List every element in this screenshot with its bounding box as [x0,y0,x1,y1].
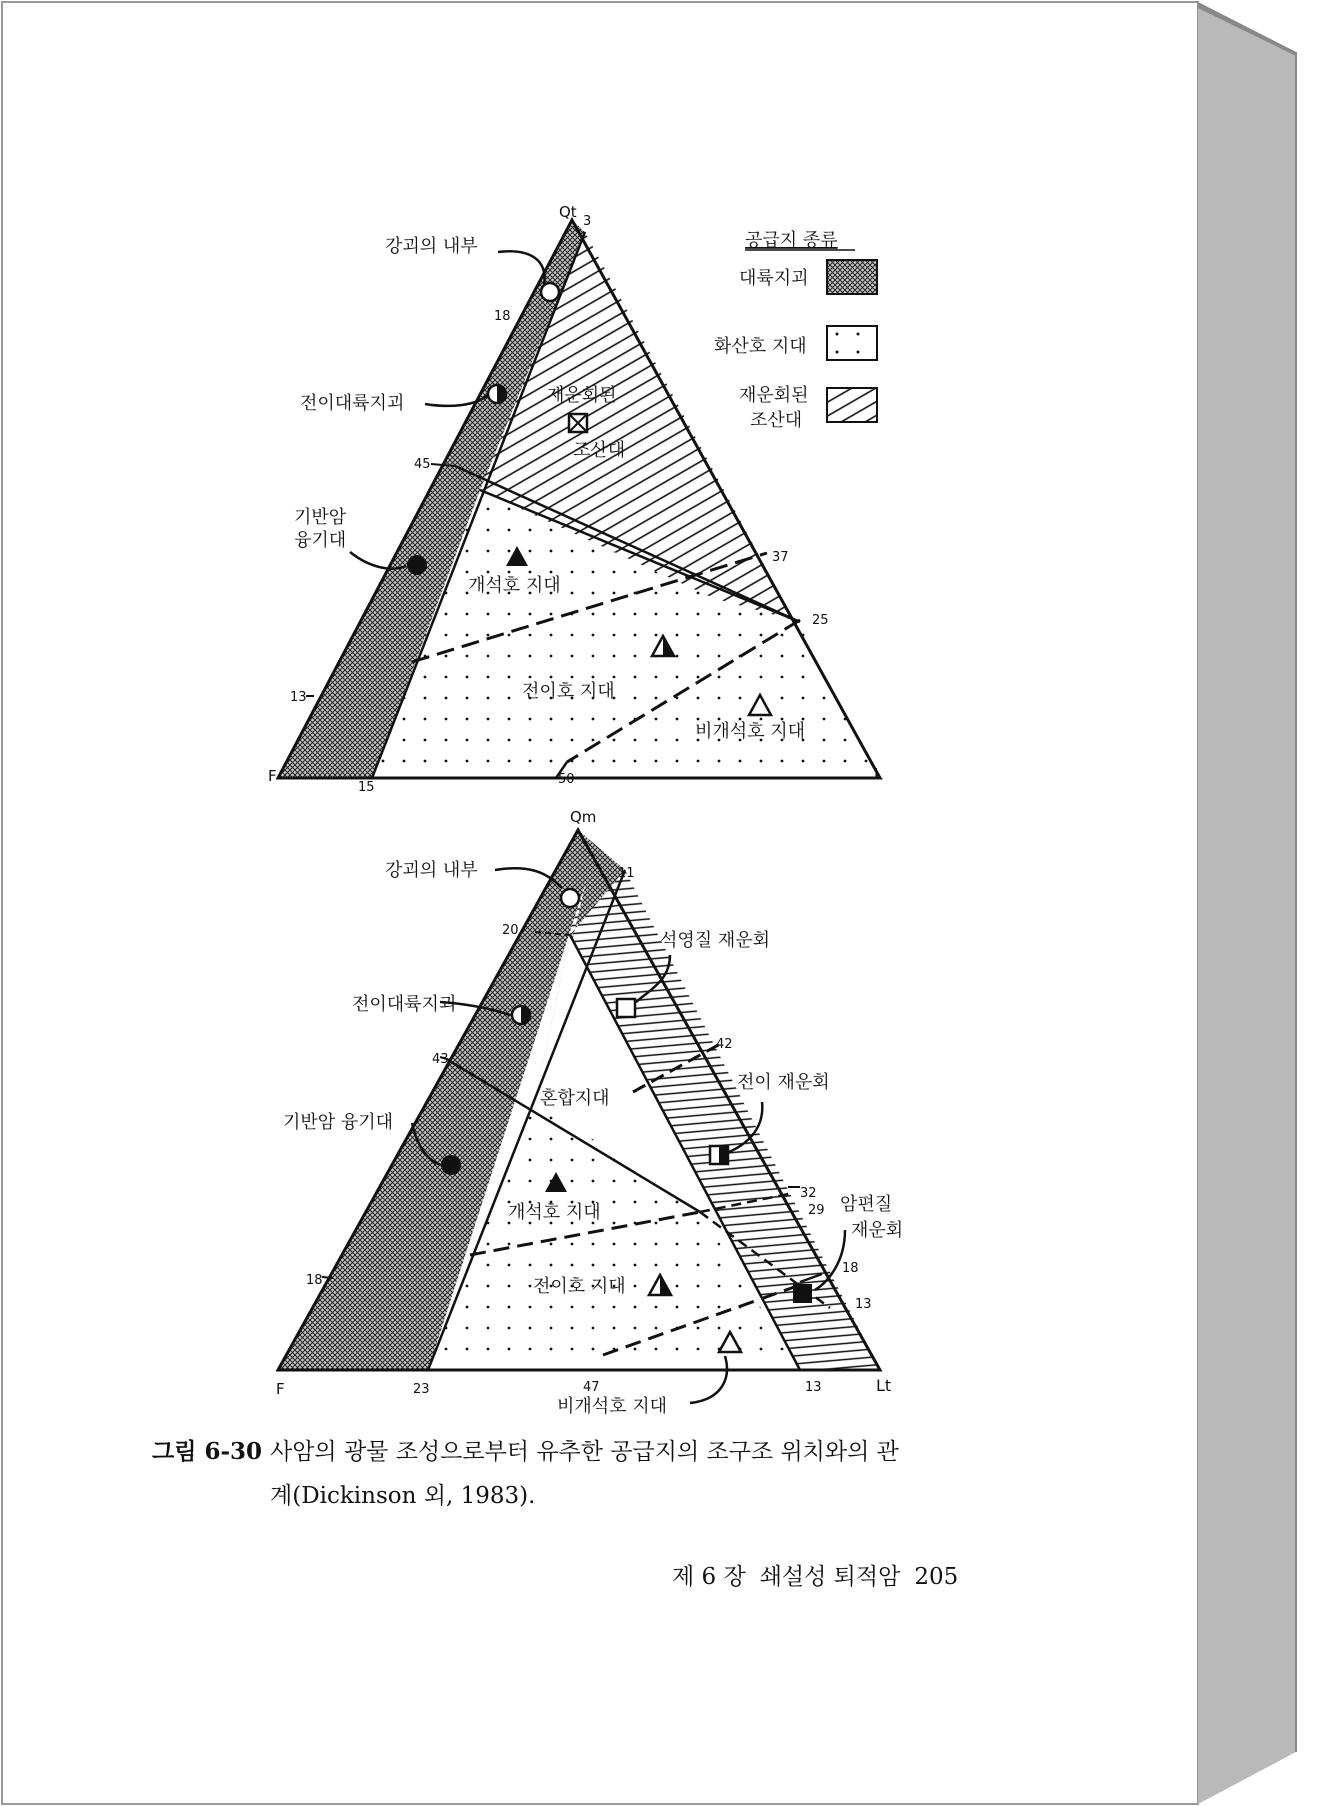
qmflt-tick: 20 [502,923,519,938]
qmflt-tick: 18 [306,1273,323,1288]
legend-title: 공급지 종류 [745,230,838,251]
qmflt-quartzose-recycled-marker [617,999,635,1017]
qmflt-tick: 29 [808,1203,825,1218]
qtfl-label-basement-uplift-1: 기반암 [294,507,347,528]
qtfl-basement-uplift-marker [407,555,427,575]
qtfl-tick: 15 [358,780,375,795]
qmflt-label-transitional-recycled: 전이 재운회 [737,1072,830,1093]
figure-number: 그림 6-30 [152,1438,262,1465]
qtfl-label-craton-interior: 강괴의 내부 [385,236,478,257]
footer-chapter: 제 6 장 [672,1564,746,1590]
qmflt-label-mixed: 혼합지대 [540,1088,610,1109]
qmflt-label-lithic-recycled-2: 재운회 [851,1220,904,1241]
caption-line-1: 사암의 광물 조성으로부터 유추한 공급지의 조구조 위치와의 관 [270,1439,899,1465]
qtfl-craton-interior-marker [541,283,559,301]
qmflt-label-dissected-arc: 개석호 지대 [508,1202,601,1223]
qmflt-label-quartzose-recycled: 석영질 재운회 [660,930,771,951]
qtfl-label-undissected-arc: 비개석호 지대 [695,721,806,742]
qmflt-label-transitional-continental: 전이대륙지괴 [352,994,457,1015]
qmflt-craton-interior-marker [561,889,579,907]
legend-swatch-craton [827,260,877,294]
legend-item-recycled-2: 조산대 [750,410,803,431]
qmflt-label-transitional-arc: 전이호 지대 [533,1276,626,1297]
qmflt-tick: 11 [618,866,635,881]
qtfl-tick: 25 [812,613,829,628]
qtfl-apex-left: F [268,767,277,785]
qmflt-label-craton-interior: 강괴의 내부 [385,860,478,881]
qmflt-tick: 18 [842,1261,859,1276]
qtfl-tick: 3 [583,214,592,229]
qmflt-label-lithic-recycled-1: 암편질 [840,1194,893,1215]
qmflt-tick: 32 [800,1186,817,1201]
legend-swatch-arc [827,326,877,360]
qmflt-tick: 13 [805,1380,822,1395]
qmflt-tick: 43 [432,1052,449,1067]
qtfl-label-basement-uplift-2: 융기대 [294,530,347,551]
qtfl-label-transitional-continental: 전이대륙지괴 [300,393,405,414]
qmflt-apex-left: F [276,1380,285,1398]
book-frame [2,2,1296,1804]
qmflt-label-basement-uplift: 기반암 융기대 [283,1112,394,1133]
qmflt-tick: 23 [413,1382,430,1397]
qtfl-apex-right: L [874,765,883,783]
qmflt-label-undissected-arc: 비개석호 지대 [557,1396,668,1417]
qtfl-tick: 37 [772,550,789,565]
qmflt-tick: 13 [855,1297,872,1312]
qmflt-basement-uplift-marker [441,1155,461,1175]
qtfl-tick: 45 [414,457,431,472]
caption-line-2: 계(Dickinson 외, 1983). [270,1483,536,1509]
page-number: 205 [914,1564,959,1590]
qmflt-tick: 42 [716,1037,733,1052]
qtfl-label-recycled-orogen-1: 재운회된 [547,385,617,406]
qmflt-apex-right: Lt [876,1376,892,1395]
qtfl-label-recycled-orogen-2: 조산대 [573,440,626,461]
qtfl-tick: 18 [494,309,511,324]
qtfl-recycled-orogen-marker [569,414,587,432]
qmflt-tick: 47 [583,1380,600,1395]
qtfl-apex-top: Qt [559,203,577,221]
qtfl-transitional-continental-marker [488,385,506,403]
qmflt-apex-top: Qm [570,808,597,826]
legend-item-arc: 화산호 지대 [714,336,807,357]
qmflt-lithic-recycled-marker [793,1284,812,1303]
qtfl-tick: 13 [290,690,307,705]
page-footer [672,1558,972,1591]
qmflt-transitional-recycled-marker [710,1146,728,1164]
qtfl-label-dissected-arc: 개석호 지대 [468,575,561,596]
legend-item-recycled-1: 재운회된 [739,385,809,406]
footer-title: 쇄설성 퇴적암 [759,1564,901,1590]
qtfl-tick: 50 [558,772,575,787]
legend-swatch-recycled [827,388,877,422]
qmflt-transitional-continental-marker [512,1006,530,1024]
legend-item-craton: 대륙지괴 [739,268,809,289]
qtfl-label-transitional-arc: 전이호 지대 [522,681,615,702]
